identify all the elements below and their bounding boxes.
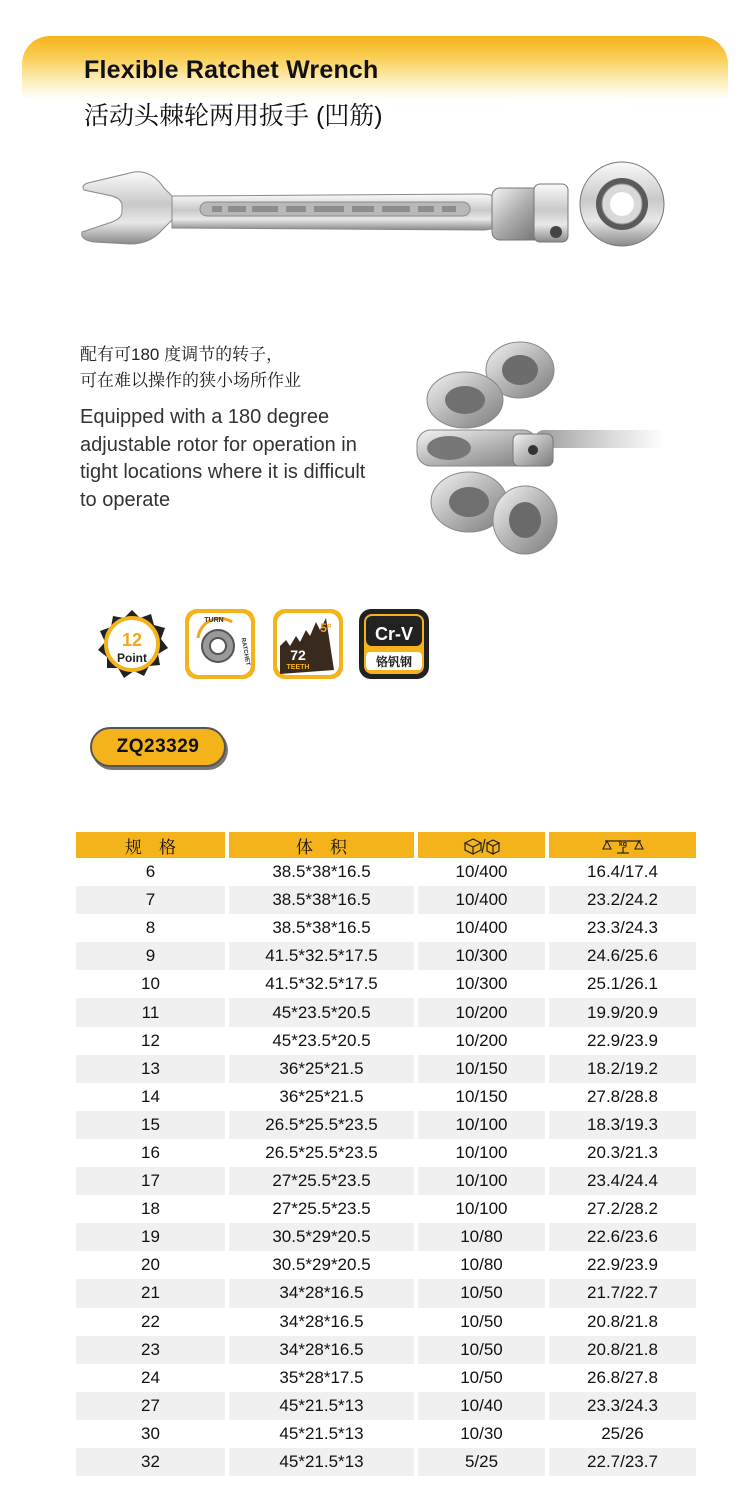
cell-weight: 23.3/24.3 — [587, 918, 658, 938]
cell-size: 45*23.5*20.5 — [229, 1027, 418, 1055]
cell-spec: 9 — [76, 942, 229, 970]
cell-weight: 24.6/25.6 — [549, 942, 696, 970]
cell-size: 30.5*29*20.5 — [229, 1251, 418, 1279]
cell-size: 27*25.5*23.5 — [229, 1195, 418, 1223]
cell-weight: 20.8/21.8 — [549, 1336, 696, 1364]
cell-weight: 22.9/23.9 — [587, 1030, 658, 1050]
cell-spec: 30 — [76, 1420, 229, 1448]
table-row — [76, 914, 696, 942]
cell-size: 34*28*16.5 — [229, 1336, 418, 1364]
cell-spec: 32 — [76, 1448, 229, 1476]
cell-size: 45*21.5*13 — [229, 1392, 418, 1420]
cell-pack: 10/150 — [418, 1055, 549, 1083]
turn-ratchet-icon — [184, 608, 256, 680]
cell-weight: 20.3/21.3 — [587, 1142, 658, 1162]
box-carton-icon — [463, 837, 501, 855]
cell-size: 36*25*21.5 — [229, 1083, 418, 1111]
table-row — [76, 1308, 696, 1336]
cell-pack: 10/30 — [418, 1420, 549, 1448]
cell-weight: 22.9/23.9 — [587, 1255, 658, 1275]
cell-size: 35*28*17.5 — [229, 1364, 418, 1392]
crv-steel-icon — [358, 608, 430, 680]
description-cn: 配有可180 度调节的转子， 可在难以操作的狭小场所作业 — [80, 345, 301, 390]
header-weight — [549, 832, 696, 858]
cell-spec: 16 — [76, 1139, 229, 1167]
table-row — [76, 858, 696, 886]
cell-spec: 20 — [76, 1251, 229, 1279]
cell-weight: 23.3/24.3 — [549, 1392, 696, 1420]
kg-label: kg — [618, 840, 627, 848]
cell-pack: 10/400 — [418, 886, 549, 914]
table-row — [76, 1420, 696, 1448]
cell-spec: 21 — [76, 1279, 229, 1307]
cell-size: 41.5*32.5*17.5 — [229, 942, 418, 970]
table-row — [76, 970, 696, 998]
cell-pack: 10/300 — [418, 970, 549, 998]
cell-spec: 12 — [76, 1027, 229, 1055]
table-row — [76, 1139, 696, 1167]
cell-size: 38.5*38*16.5 — [229, 858, 418, 886]
cell-weight: 25.1/26.1 — [587, 974, 658, 994]
table-row — [76, 1251, 696, 1279]
table-row — [76, 1055, 696, 1083]
cell-weight: 25/26 — [601, 1423, 644, 1443]
spec-table — [76, 832, 696, 1476]
cell-pack: 10/100 — [418, 1167, 549, 1195]
cell-pack: 10/400 — [418, 858, 549, 886]
table-row — [76, 942, 696, 970]
table-row — [76, 998, 696, 1026]
cell-spec: 7 — [76, 886, 229, 914]
cell-pack: 10/50 — [418, 1279, 549, 1307]
cell-size: 38.5*38*16.5 — [229, 914, 418, 942]
cell-pack: 10/100 — [418, 1111, 549, 1139]
description-en: Equipped with a 180 degree adjustable rotor for operation in tight locations where it is difficult to operate — [80, 406, 366, 511]
cell-spec: 11 — [76, 998, 229, 1026]
cell-size: 36*25*21.5 — [229, 1055, 418, 1083]
cell-spec: 14 — [76, 1083, 229, 1111]
cell-weight: 21.7/22.7 — [549, 1279, 696, 1307]
header-spec: 规 格 — [76, 832, 229, 858]
cell-size: 30.5*29*20.5 — [229, 1223, 418, 1251]
cell-spec: 17 — [76, 1167, 229, 1195]
model-number-badge: ZQ23329 — [90, 727, 226, 767]
badge-72-number: 72 — [290, 647, 306, 663]
badge-teeth-label: TEETH — [286, 664, 310, 671]
cell-weight: 22.7/23.7 — [549, 1448, 696, 1476]
table-row — [76, 1279, 696, 1307]
cell-pack: 10/200 — [418, 998, 549, 1026]
cell-pack: 5/25 — [418, 1448, 549, 1476]
table-row — [76, 1223, 696, 1251]
cell-spec: 18 — [76, 1195, 229, 1223]
cell-weight: 18.2/19.2 — [549, 1055, 696, 1083]
cell-weight: 23.4/24.4 — [549, 1167, 696, 1195]
table-row — [76, 1448, 696, 1476]
badge-turn-label: TURN — [204, 617, 224, 624]
cell-pack: 10/300 — [418, 942, 549, 970]
cell-weight: 26.8/27.8 — [587, 1367, 658, 1387]
cell-size: 26.5*25.5*23.5 — [229, 1139, 418, 1167]
table-row — [76, 1336, 696, 1364]
rotor-range-image — [405, 330, 665, 560]
cell-spec: 23 — [76, 1336, 229, 1364]
wrench-product-image — [72, 160, 692, 270]
cell-spec: 24 — [76, 1364, 229, 1392]
cell-pack: 10/50 — [418, 1308, 549, 1336]
cell-size: 38.5*38*16.5 — [229, 886, 418, 914]
cell-spec: 10 — [76, 970, 229, 998]
table-row — [76, 1195, 696, 1223]
cell-spec: 6 — [76, 858, 229, 886]
badge-ratchet-label: RATCHET — [239, 637, 251, 667]
cell-size: 34*28*16.5 — [229, 1279, 418, 1307]
table-row — [76, 1083, 696, 1111]
table-row — [76, 1111, 696, 1139]
cell-size: 45*23.5*20.5 — [229, 998, 418, 1026]
product-title-en: Flexible Ratchet Wrench — [84, 56, 379, 84]
cell-size: 45*21.5*13 — [229, 1420, 418, 1448]
cell-pack: 10/80 — [418, 1223, 549, 1251]
cell-spec: 27 — [76, 1392, 229, 1420]
cell-weight: 27.2/28.2 — [587, 1199, 658, 1219]
badge-steel-label: 铬钒钢 — [375, 655, 413, 669]
cell-pack: 10/50 — [418, 1364, 549, 1392]
badge-angle-label: 5° — [320, 621, 332, 635]
header-pack — [418, 832, 549, 858]
product-title-cn: 活动头棘轮两用扳手 (凹筋) — [84, 102, 383, 130]
cell-pack: 10/150 — [418, 1083, 549, 1111]
cell-pack: 10/80 — [418, 1251, 549, 1279]
cell-pack: 10/200 — [418, 1027, 549, 1055]
badge-12-number: 12 — [121, 630, 143, 650]
table-row — [76, 1027, 696, 1055]
cell-weight: 16.4/17.4 — [587, 862, 658, 882]
cell-weight: 23.2/24.2 — [549, 886, 696, 914]
cell-weight: 27.8/28.8 — [587, 1086, 658, 1106]
cell-spec: 15 — [76, 1111, 229, 1139]
cell-pack: 10/100 — [418, 1195, 549, 1223]
cell-pack: 10/40 — [418, 1392, 549, 1420]
cell-spec: 8 — [76, 914, 229, 942]
cell-size: 26.5*25.5*23.5 — [229, 1111, 418, 1139]
cell-spec: 22 — [76, 1308, 229, 1336]
table-row — [76, 886, 696, 914]
cell-spec: 19 — [76, 1223, 229, 1251]
table-row — [76, 1167, 696, 1195]
12-point-icon — [96, 608, 168, 680]
scale-kg-icon — [601, 837, 645, 855]
badge-point-label: Point — [117, 651, 147, 665]
header-size: 体 积 — [229, 832, 418, 858]
72-teeth-icon — [272, 608, 344, 680]
table-row — [76, 1364, 696, 1392]
table-row — [76, 1392, 696, 1420]
cell-size: 41.5*32.5*17.5 — [229, 970, 418, 998]
cell-weight: 19.9/20.9 — [549, 998, 696, 1026]
cell-spec: 13 — [76, 1055, 229, 1083]
cell-size: 34*28*16.5 — [229, 1308, 418, 1336]
table-header-row — [76, 832, 696, 858]
cell-size: 27*25.5*23.5 — [229, 1167, 418, 1195]
cell-weight: 18.3/19.3 — [549, 1111, 696, 1139]
cell-weight: 20.8/21.8 — [587, 1311, 658, 1331]
cell-pack: 10/400 — [418, 914, 549, 942]
cell-pack: 10/50 — [418, 1336, 549, 1364]
cell-size: 45*21.5*13 — [229, 1448, 418, 1476]
cell-pack: 10/100 — [418, 1139, 549, 1167]
cell-weight: 22.6/23.6 — [549, 1223, 696, 1251]
badge-crv-label: Cr-V — [374, 624, 414, 644]
